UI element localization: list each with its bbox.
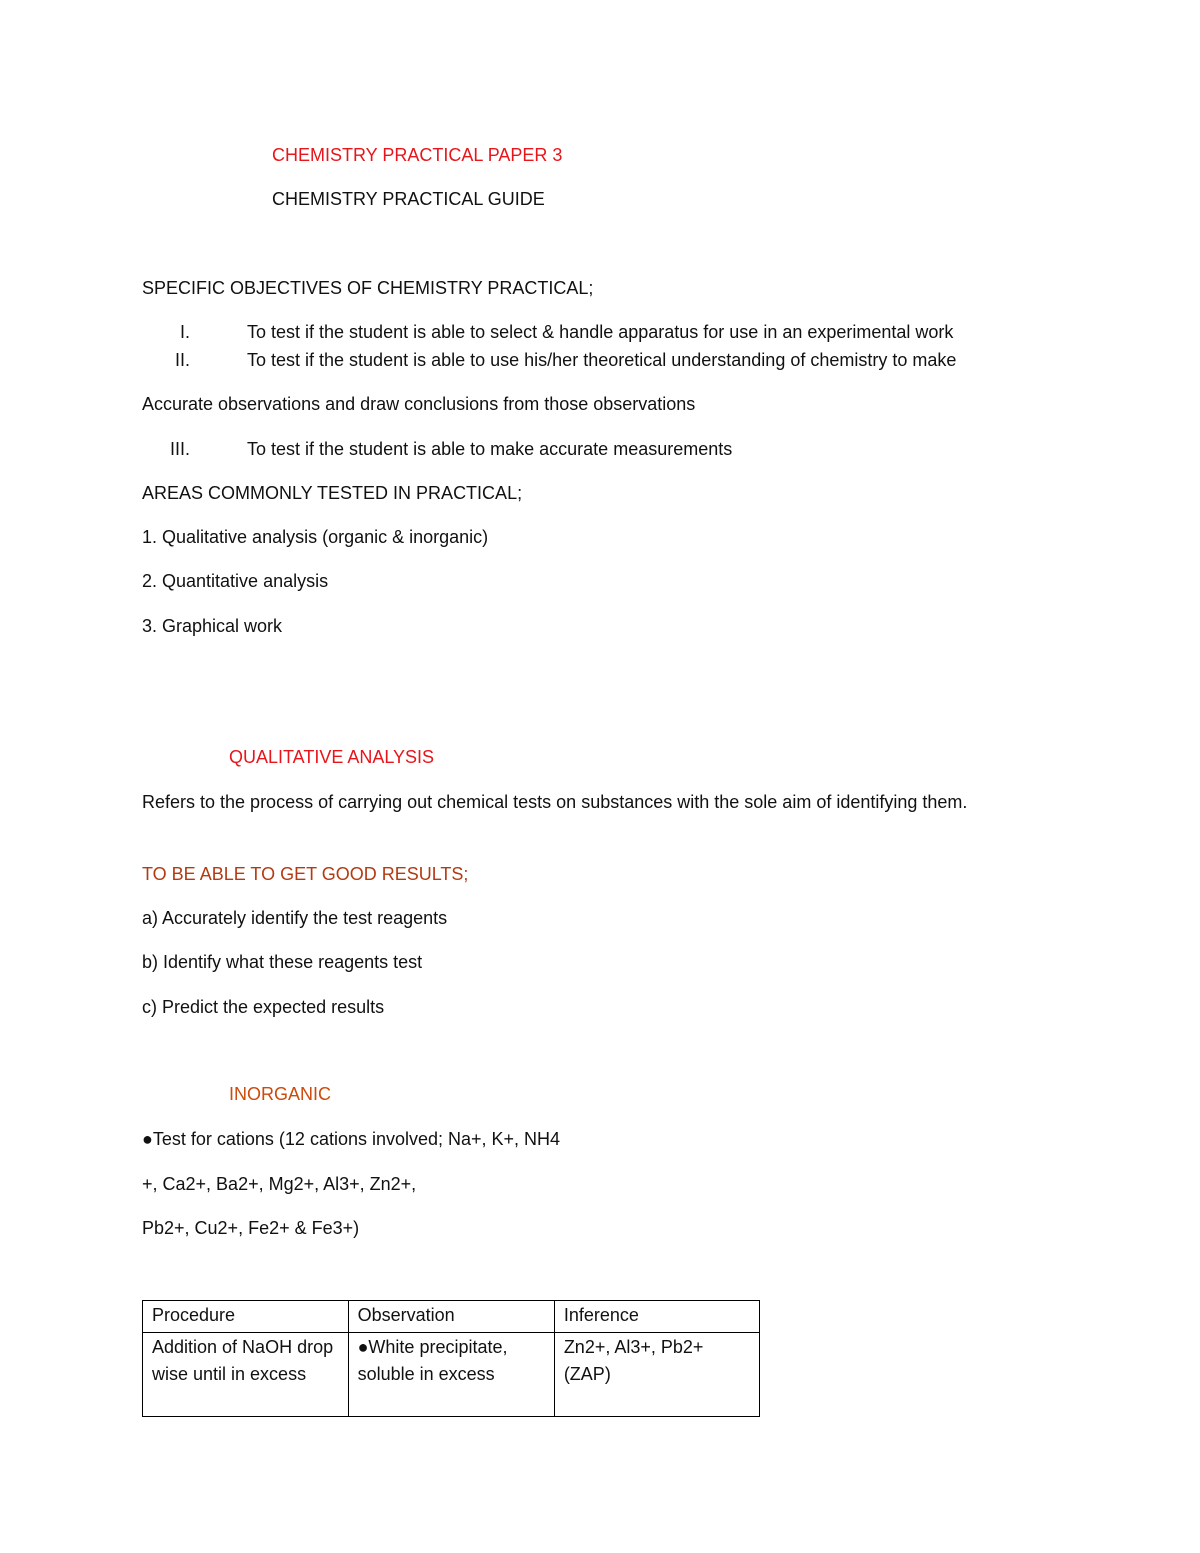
objective-number: I. — [179, 322, 190, 342]
area-item: 2. Quantitative analysis — [142, 571, 329, 591]
good-results-heading: TO BE ABLE TO GET GOOD RESULTS; — [142, 864, 469, 884]
areas-heading: AREAS COMMONLY TESTED IN PRACTICAL; — [142, 483, 523, 503]
qualitative-heading: QUALITATIVE ANALYSIS — [229, 747, 435, 767]
cations-line: Pb2+, Cu2+, Fe2+ & Fe3+) — [142, 1218, 360, 1238]
area-item: 3. Graphical work — [142, 616, 283, 636]
table-header-row — [143, 1301, 760, 1333]
objective-number: III. — [169, 439, 190, 459]
document-subtitle: CHEMISTRY PRACTICAL GUIDE — [272, 189, 545, 209]
good-results-item: a) Accurately identify the test reagents — [142, 908, 448, 928]
cell-inference: Zn2+, Al3+, Pb2+ (ZAP) — [554, 1333, 759, 1417]
cell-procedure: Addition of NaOH drop wise until in excess — [143, 1333, 349, 1417]
qualitative-definition: Refers to the process of carrying out chemical tests on substances with the sole aim of identifying them. — [142, 792, 968, 812]
objective-text: To test if the student is able to use his/her theoretical understanding of chemistry to make — [247, 350, 957, 370]
objective-text: To test if the student is able to select & handle apparatus for use in an experimental work — [247, 322, 954, 342]
objective-continuation: Accurate observations and draw conclusions from those observations — [142, 394, 696, 414]
procedure-table — [142, 1300, 760, 1417]
inorganic-heading: INORGANIC — [229, 1084, 332, 1104]
header-procedure: Procedure — [143, 1301, 349, 1333]
objective-number: II. — [174, 350, 190, 370]
cell-observation: ●White precipitate, soluble in excess — [348, 1333, 554, 1417]
document-title: CHEMISTRY PRACTICAL PAPER 3 — [272, 145, 563, 165]
objectives-heading: SPECIFIC OBJECTIVES OF CHEMISTRY PRACTICAL; — [142, 278, 594, 298]
good-results-item: c) Predict the expected results — [142, 997, 385, 1017]
good-results-item: b) Identify what these reagents test — [142, 952, 423, 972]
area-item: 1. Qualitative analysis (organic & inorganic) — [142, 527, 489, 547]
header-inference: Inference — [554, 1301, 759, 1333]
table-row — [143, 1333, 760, 1417]
cations-line: +, Ca2+, Ba2+, Mg2+, Al3+, Zn2+, — [142, 1174, 417, 1194]
cations-line: ●Test for cations (12 cations involved; Na+, K+, NH4 — [142, 1129, 561, 1149]
objective-text: To test if the student is able to make accurate measurements — [247, 439, 733, 459]
header-observation: Observation — [348, 1301, 554, 1333]
